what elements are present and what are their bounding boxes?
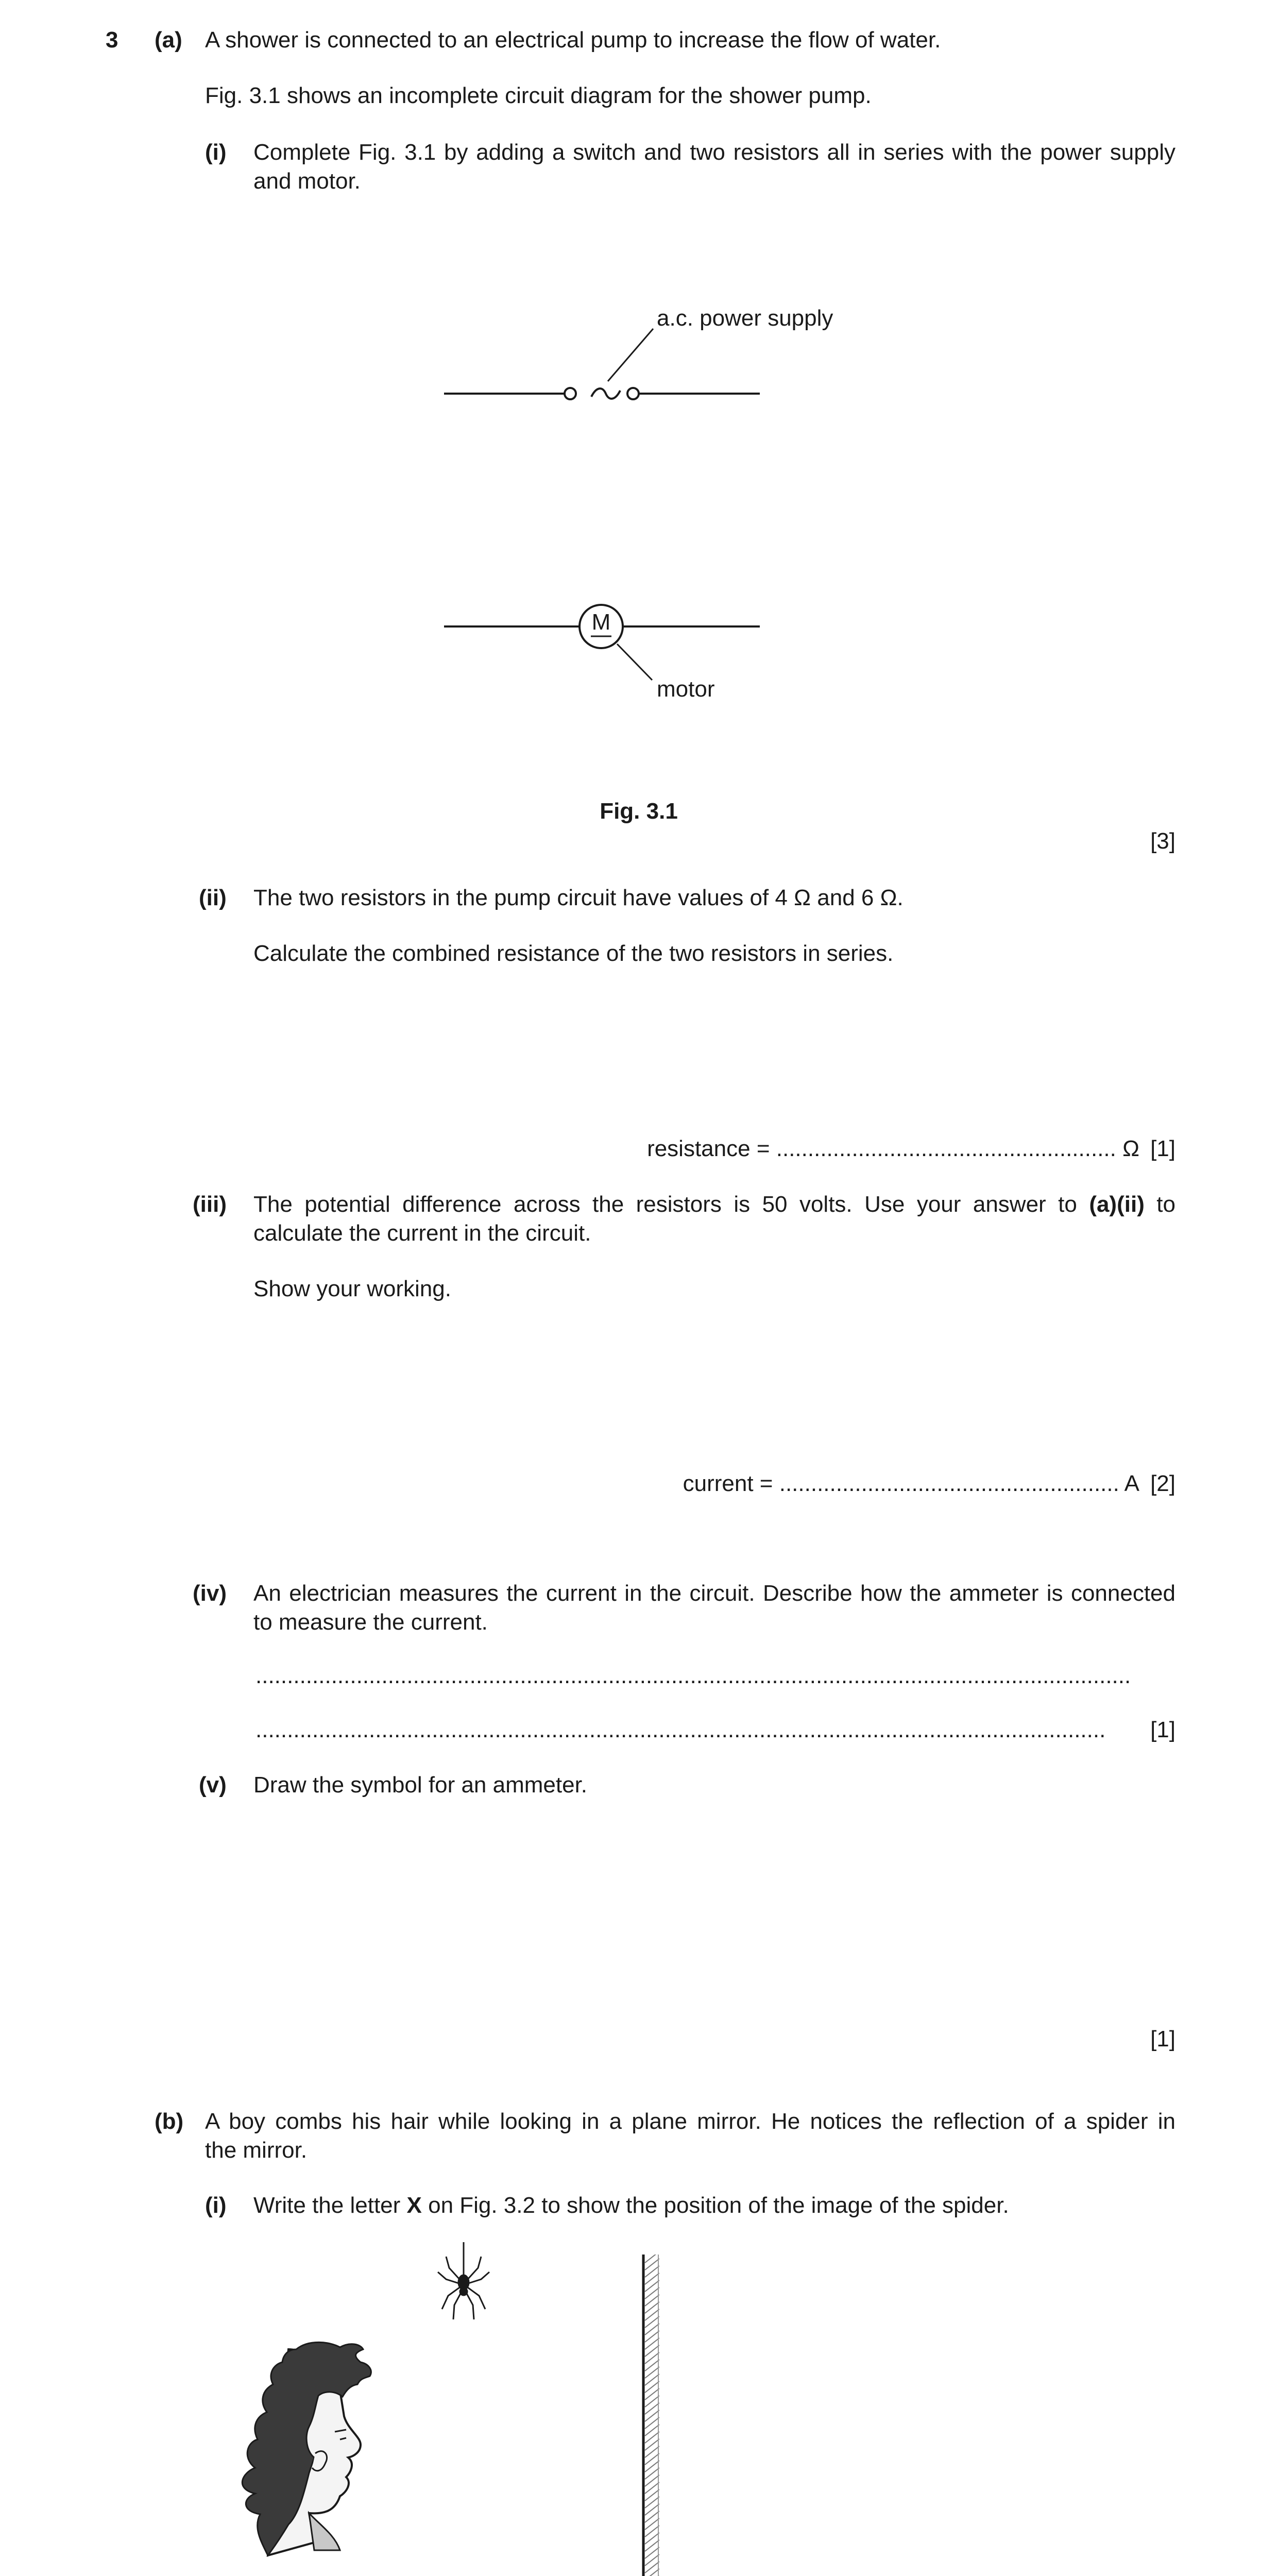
spider-icon: [438, 2242, 489, 2319]
plane-mirror: [643, 2251, 659, 2576]
resistance-answer-line[interactable]: resistance = ...................................................... Ω: [647, 1136, 1139, 1161]
motor-letter: M: [591, 609, 611, 635]
part-a-iv-label: (iv): [193, 1581, 227, 1606]
part-a-iii-text-line2: calculate the current in the circuit.: [253, 1221, 591, 1246]
part-a-ii-marks: [1]: [1150, 1136, 1175, 1161]
part-a-ii-text-line1: The two resistors in the pump circuit have values of 4 Ω and 6 Ω.: [253, 885, 904, 910]
part-b-label: (b): [155, 2109, 184, 2134]
part-b-i-text: Write the letter X on Fig. 3.2 to show the position of the image of the spider.: [253, 2193, 1009, 2218]
part-a-i-label: (i): [205, 140, 227, 165]
part-a-ii-text-line2: Calculate the combined resistance of the two resistors in series.: [253, 941, 894, 966]
part-a-v-marks: [1]: [1150, 2026, 1175, 2052]
part-b-text-line1: A boy combs his hair while looking in a plane mirror. He notices the reflection of a spider in: [205, 2109, 1175, 2134]
part-a-iii-text-line3: Show your working.: [253, 1276, 451, 1301]
fig-3-1-caption: Fig. 3.1: [600, 799, 678, 824]
part-a-iv-marks: [1]: [1150, 1717, 1175, 1742]
part-b-i-label: (i): [205, 2193, 227, 2218]
part-a-iii-label: (iii): [193, 1192, 227, 1217]
part-a-ii-label: (ii): [199, 885, 227, 910]
part-a-iv-text-line2: to measure the current.: [253, 1609, 488, 1635]
part-a-iv-text-line1: An electrician measures the current in the circuit. Describe how the ammeter is connected: [253, 1581, 1175, 1606]
part-a-v-text: Draw the symbol for an ammeter.: [253, 1772, 588, 1798]
part-a-iii-text-line1: The potential difference across the resistors is 50 volts. Use your answer to (a)(ii) to: [253, 1192, 1175, 1217]
part-a-v-label: (v): [199, 1772, 227, 1798]
part-a-i-marks: [3]: [1150, 828, 1175, 854]
current-answer-line[interactable]: current = ...................................................... A: [683, 1471, 1139, 1496]
boy-head-icon: [242, 2342, 371, 2555]
fig-label-power-supply: a.c. power supply: [657, 306, 833, 331]
part-b-text-line2: the mirror.: [205, 2138, 308, 2163]
fig-label-motor: motor: [657, 676, 715, 702]
part-a-intro: A shower is connected to an electrical pump to increase the flow of water.: [205, 27, 941, 53]
part-a-i-text-line2: and motor.: [253, 168, 361, 194]
ammeter-answer-dots-1[interactable]: ...........................................................................................................................................: [255, 1663, 1131, 1688]
part-a-i-text-line1: Complete Fig. 3.1 by adding a switch and two resistors all in series with the power supply: [253, 140, 1175, 165]
fig-3-1-intro: Fig. 3.1 shows an incomplete circuit diagram for the shower pump.: [205, 83, 872, 108]
question-number: 3: [106, 27, 118, 53]
part-a-label: (a): [155, 27, 182, 53]
ammeter-answer-dots-2[interactable]: .......................................................................................................................................: [255, 1717, 1106, 1742]
part-a-iii-marks: [2]: [1150, 1471, 1175, 1496]
